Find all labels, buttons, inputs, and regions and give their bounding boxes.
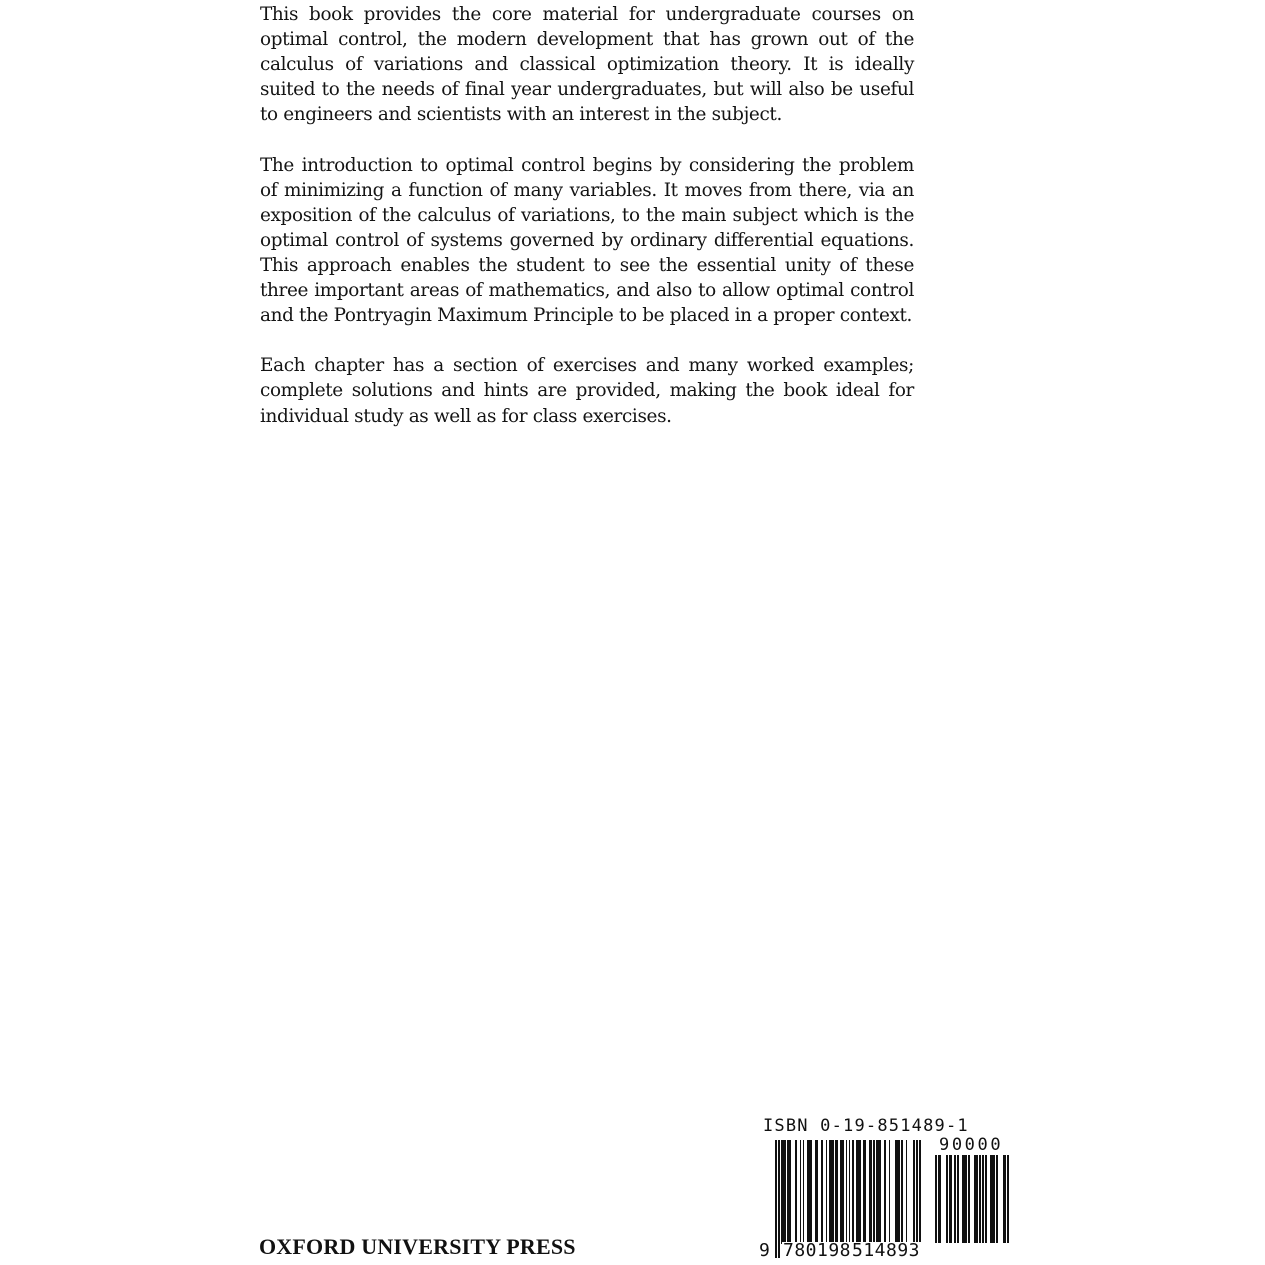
addon-barcode-bar xyxy=(968,1155,970,1243)
price-addon-label: 90000 xyxy=(939,1135,1004,1155)
barcode-bar xyxy=(898,1140,900,1244)
barcode-bar xyxy=(803,1140,805,1244)
addon-barcode-bar xyxy=(982,1155,984,1243)
addon-barcode-bar xyxy=(979,1155,981,1243)
barcode-bar xyxy=(832,1140,834,1244)
barcode-bar xyxy=(880,1140,882,1244)
barcode-bar xyxy=(816,1140,818,1244)
addon-barcode-bar xyxy=(996,1155,998,1243)
barcode-bar xyxy=(843,1140,845,1244)
barcode-left-digits: 780198 xyxy=(783,1240,852,1261)
addon-barcode-bar xyxy=(965,1155,967,1243)
barcode-bar xyxy=(795,1140,797,1244)
blurb-paragraph-2: The introduction to optimal control begins by considering the problem of minimizing a function of many variables. It moves from there, via an exposition of the calculus of variations, to the main subject which is the optimal control of systems governed by ordinary differential equations. This approach enables the student to see the essential unity of these three important areas of mathematics, and also to allow optimal control and the Pontryagin Maximum Principle to be placed in a proper context. xyxy=(260,154,914,327)
barcode-bar xyxy=(836,1140,838,1244)
blurb-paragraph-1: This book provides the core material for undergraduate courses on optimal control, the modern development that has grown out of the calculus of variations and classical optimization theory. It is ideally suited to the needs of final year undergraduates, but will also be useful to engineers and scientists with an interest in the subject. xyxy=(260,4,914,126)
barcode-first-digit: 9 xyxy=(759,1240,770,1261)
barcode-bar xyxy=(906,1140,908,1244)
barcode-bar xyxy=(852,1140,854,1244)
barcode-bar xyxy=(864,1140,866,1244)
barcode-bar xyxy=(870,1140,872,1244)
barcode-bar xyxy=(826,1140,828,1244)
barcode-bar xyxy=(821,1140,823,1244)
barcode-bar xyxy=(913,1140,915,1244)
barcode-bar xyxy=(873,1140,875,1244)
barcode-bar xyxy=(901,1140,903,1244)
addon-barcode-bar xyxy=(985,1155,987,1243)
addon-barcode-bar xyxy=(940,1155,942,1243)
barcode-bar xyxy=(775,1140,777,1258)
addon-barcode-bar xyxy=(946,1155,948,1243)
barcode-bar xyxy=(784,1140,786,1244)
barcode-right-digits: 514893 xyxy=(852,1240,921,1261)
barcode-bar xyxy=(800,1140,802,1244)
blurb-paragraph-3: Each chapter has a section of exercises and many worked examples; complete solutions and hints are provided, making the book ideal for individual study as well as for class exercises. xyxy=(260,355,914,427)
isbn-label: ISBN 0-19-851489-1 xyxy=(763,1116,969,1136)
addon-barcode-bar xyxy=(935,1155,937,1243)
ean5-addon-barcode xyxy=(935,1155,1009,1243)
addon-barcode-bar xyxy=(951,1155,953,1243)
barcode-bar xyxy=(860,1140,862,1244)
addon-barcode-bar xyxy=(1007,1155,1009,1243)
addon-barcode-bar xyxy=(1004,1155,1006,1243)
addon-barcode-bar xyxy=(954,1155,956,1243)
barcode-bar xyxy=(789,1140,791,1244)
barcode-bar xyxy=(884,1140,886,1244)
back-cover-blurb xyxy=(260,2,914,454)
barcode-bar xyxy=(778,1140,780,1258)
barcode-bar xyxy=(889,1140,891,1244)
addon-barcode-bar xyxy=(993,1155,995,1243)
publisher-name: OXFORD UNIVERSITY PRESS xyxy=(259,1234,576,1259)
barcode-bar xyxy=(810,1140,812,1244)
addon-barcode-bar xyxy=(957,1155,959,1243)
addon-barcode-bar xyxy=(976,1155,978,1243)
